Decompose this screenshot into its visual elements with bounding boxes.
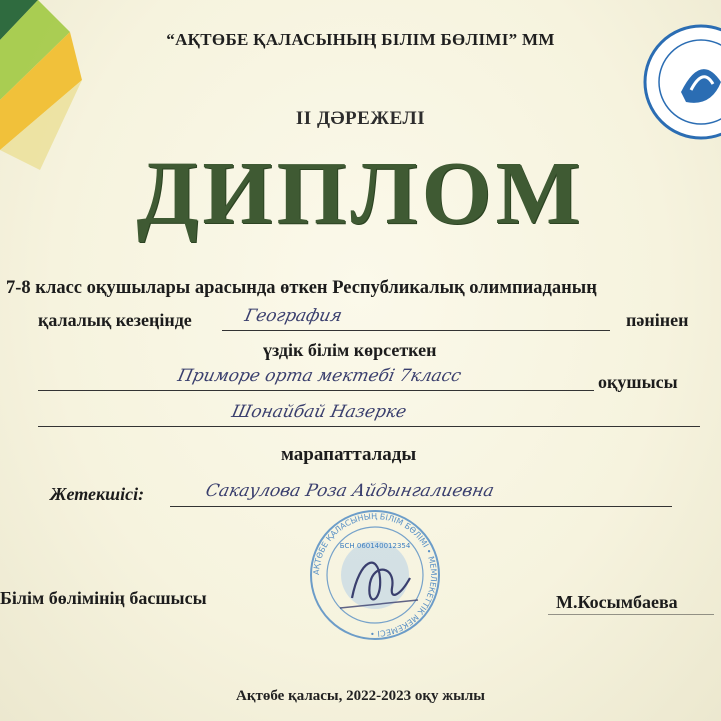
diploma-degree: II ДӘРЕЖЕЛІ <box>295 108 426 129</box>
official-seal <box>300 508 450 642</box>
achievement-label: үздік білім көрсеткен <box>263 340 437 360</box>
subject-value: География <box>242 306 344 326</box>
student-suffix: оқушысы <box>598 372 678 392</box>
stage-label: қалалық кезеңінде <box>38 310 192 330</box>
supervisor-underline <box>170 506 672 507</box>
school-underline <box>38 390 594 391</box>
head-underline <box>548 614 714 615</box>
subject-suffix: пәнінен <box>626 310 689 330</box>
head-name: М.Косымбаева <box>556 592 678 612</box>
student-name: Шонайбай Назерке <box>229 402 409 422</box>
head-label: Білім бөлімінің басшысы <box>0 588 207 608</box>
olympiad-description: 7-8 класс оқушылары арасында өткен Республикалық олимпиаданың <box>6 278 597 298</box>
awarded-label: марапатталады <box>281 444 417 465</box>
supervisor-label: Жетекшісі: <box>50 484 145 504</box>
seal-text: АҚТӨБЕ ҚАЛАСЫНЫҢ БІЛІМ БӨЛІМІ • МЕМЛЕКЕТТІК МЕКЕМЕСІ • <box>311 511 439 639</box>
diploma-title: ДИПЛОМ <box>136 144 585 243</box>
supervisor-name: Сакаулова Роза Айдынгалиевна <box>203 481 496 501</box>
school-value: Приморе орта мектебі 7класс <box>175 366 463 386</box>
student-underline <box>38 426 700 427</box>
subject-underline <box>222 330 610 331</box>
issuer-header: “АҚТӨБЕ ҚАЛАСЫНЫҢ БІЛІМ БӨЛІМІ” ММ <box>166 30 555 49</box>
footer-city-year: Ақтөбе қаласы, 2022-2023 оқу жылы <box>236 688 485 704</box>
seal-bin: БСН 060140012354 <box>339 542 411 550</box>
